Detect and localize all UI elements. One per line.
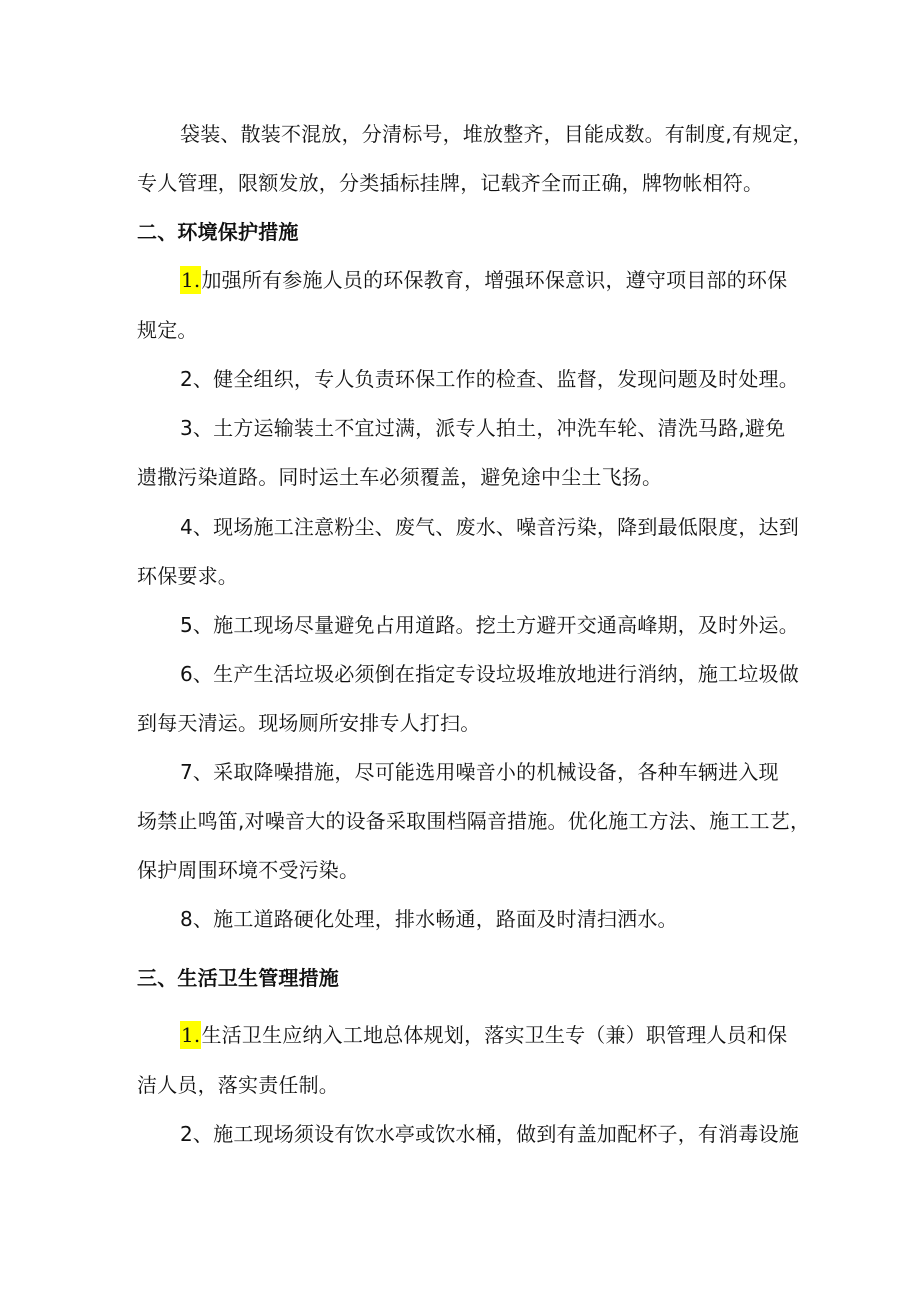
list-item: 7、采取降噪措施，尽可能选用噪音小的机械设备，各种车辆进入现 [180, 760, 779, 784]
highlighted-number: 1. [181, 1023, 201, 1047]
list-item-continuation: 遗撒污染道路。同时运土车必须覆盖，避免途中尘土飞扬。 [137, 465, 663, 489]
section-heading-hygiene: 三、生活卫生管理措施 [137, 966, 339, 990]
highlighted-number: 1. [181, 268, 201, 292]
section-heading-environment: 二、环境保护措施 [137, 220, 299, 244]
list-item: 5、施工现场尽量避免占用道路。挖土方避开交通高峰期，及时外运。 [180, 613, 799, 637]
list-item-continuation: 环保要求。 [137, 564, 238, 588]
list-item: 2、施工现场须设有饮水亭或饮水桶，做到有盖加配杯子，有消毒设施 [180, 1122, 799, 1146]
paragraph-line: 袋装、散装不混放，分清标号，堆放整齐，目能成数。有制度,有规定， [180, 122, 813, 146]
list-item-text: 生活卫生应纳入工地总体规划，落实卫生专（兼）职管理人员和保 [201, 1023, 788, 1047]
list-item-text: 加强所有参施人员的环保教育，增强环保意识，遵守项目部的环保 [201, 268, 788, 292]
list-item [180, 266, 787, 294]
list-item: 6、生产生活垃圾必须倒在指定专设垃圾堆放地进行消纳，施工垃圾做 [180, 662, 799, 686]
list-item: 4、现场施工注意粉尘、废气、废水、噪音污染，降到最低限度，达到 [180, 515, 799, 539]
list-item-continuation: 规定。 [137, 318, 198, 342]
list-item-continuation: 到每天清运。现场厕所安排专人打扫。 [137, 711, 481, 735]
list-item: 2、健全组织，专人负责环保工作的检查、监督，发现问题及时处理。 [180, 367, 799, 391]
list-item: 8、施工道路硬化处理，排水畅通，路面及时清扫洒水。 [180, 907, 678, 931]
list-item-continuation: 洁人员，落实责任制。 [137, 1073, 339, 1097]
list-item-continuation: 场禁止鸣笛,对噪音大的设备采取围档隔音措施。优化施工方法、施工工艺， [137, 809, 811, 833]
paragraph-line: 专人管理，限额发放，分类插标挂牌，记载齐全而正确，牌物帐相符。 [137, 171, 764, 195]
list-item-continuation: 保护周围环境不受污染。 [137, 858, 360, 882]
list-item [180, 1021, 787, 1049]
list-item: 3、土方运输装土不宜过满，派专人拍土，冲洗车轮、清洗马路,避免 [180, 416, 786, 440]
